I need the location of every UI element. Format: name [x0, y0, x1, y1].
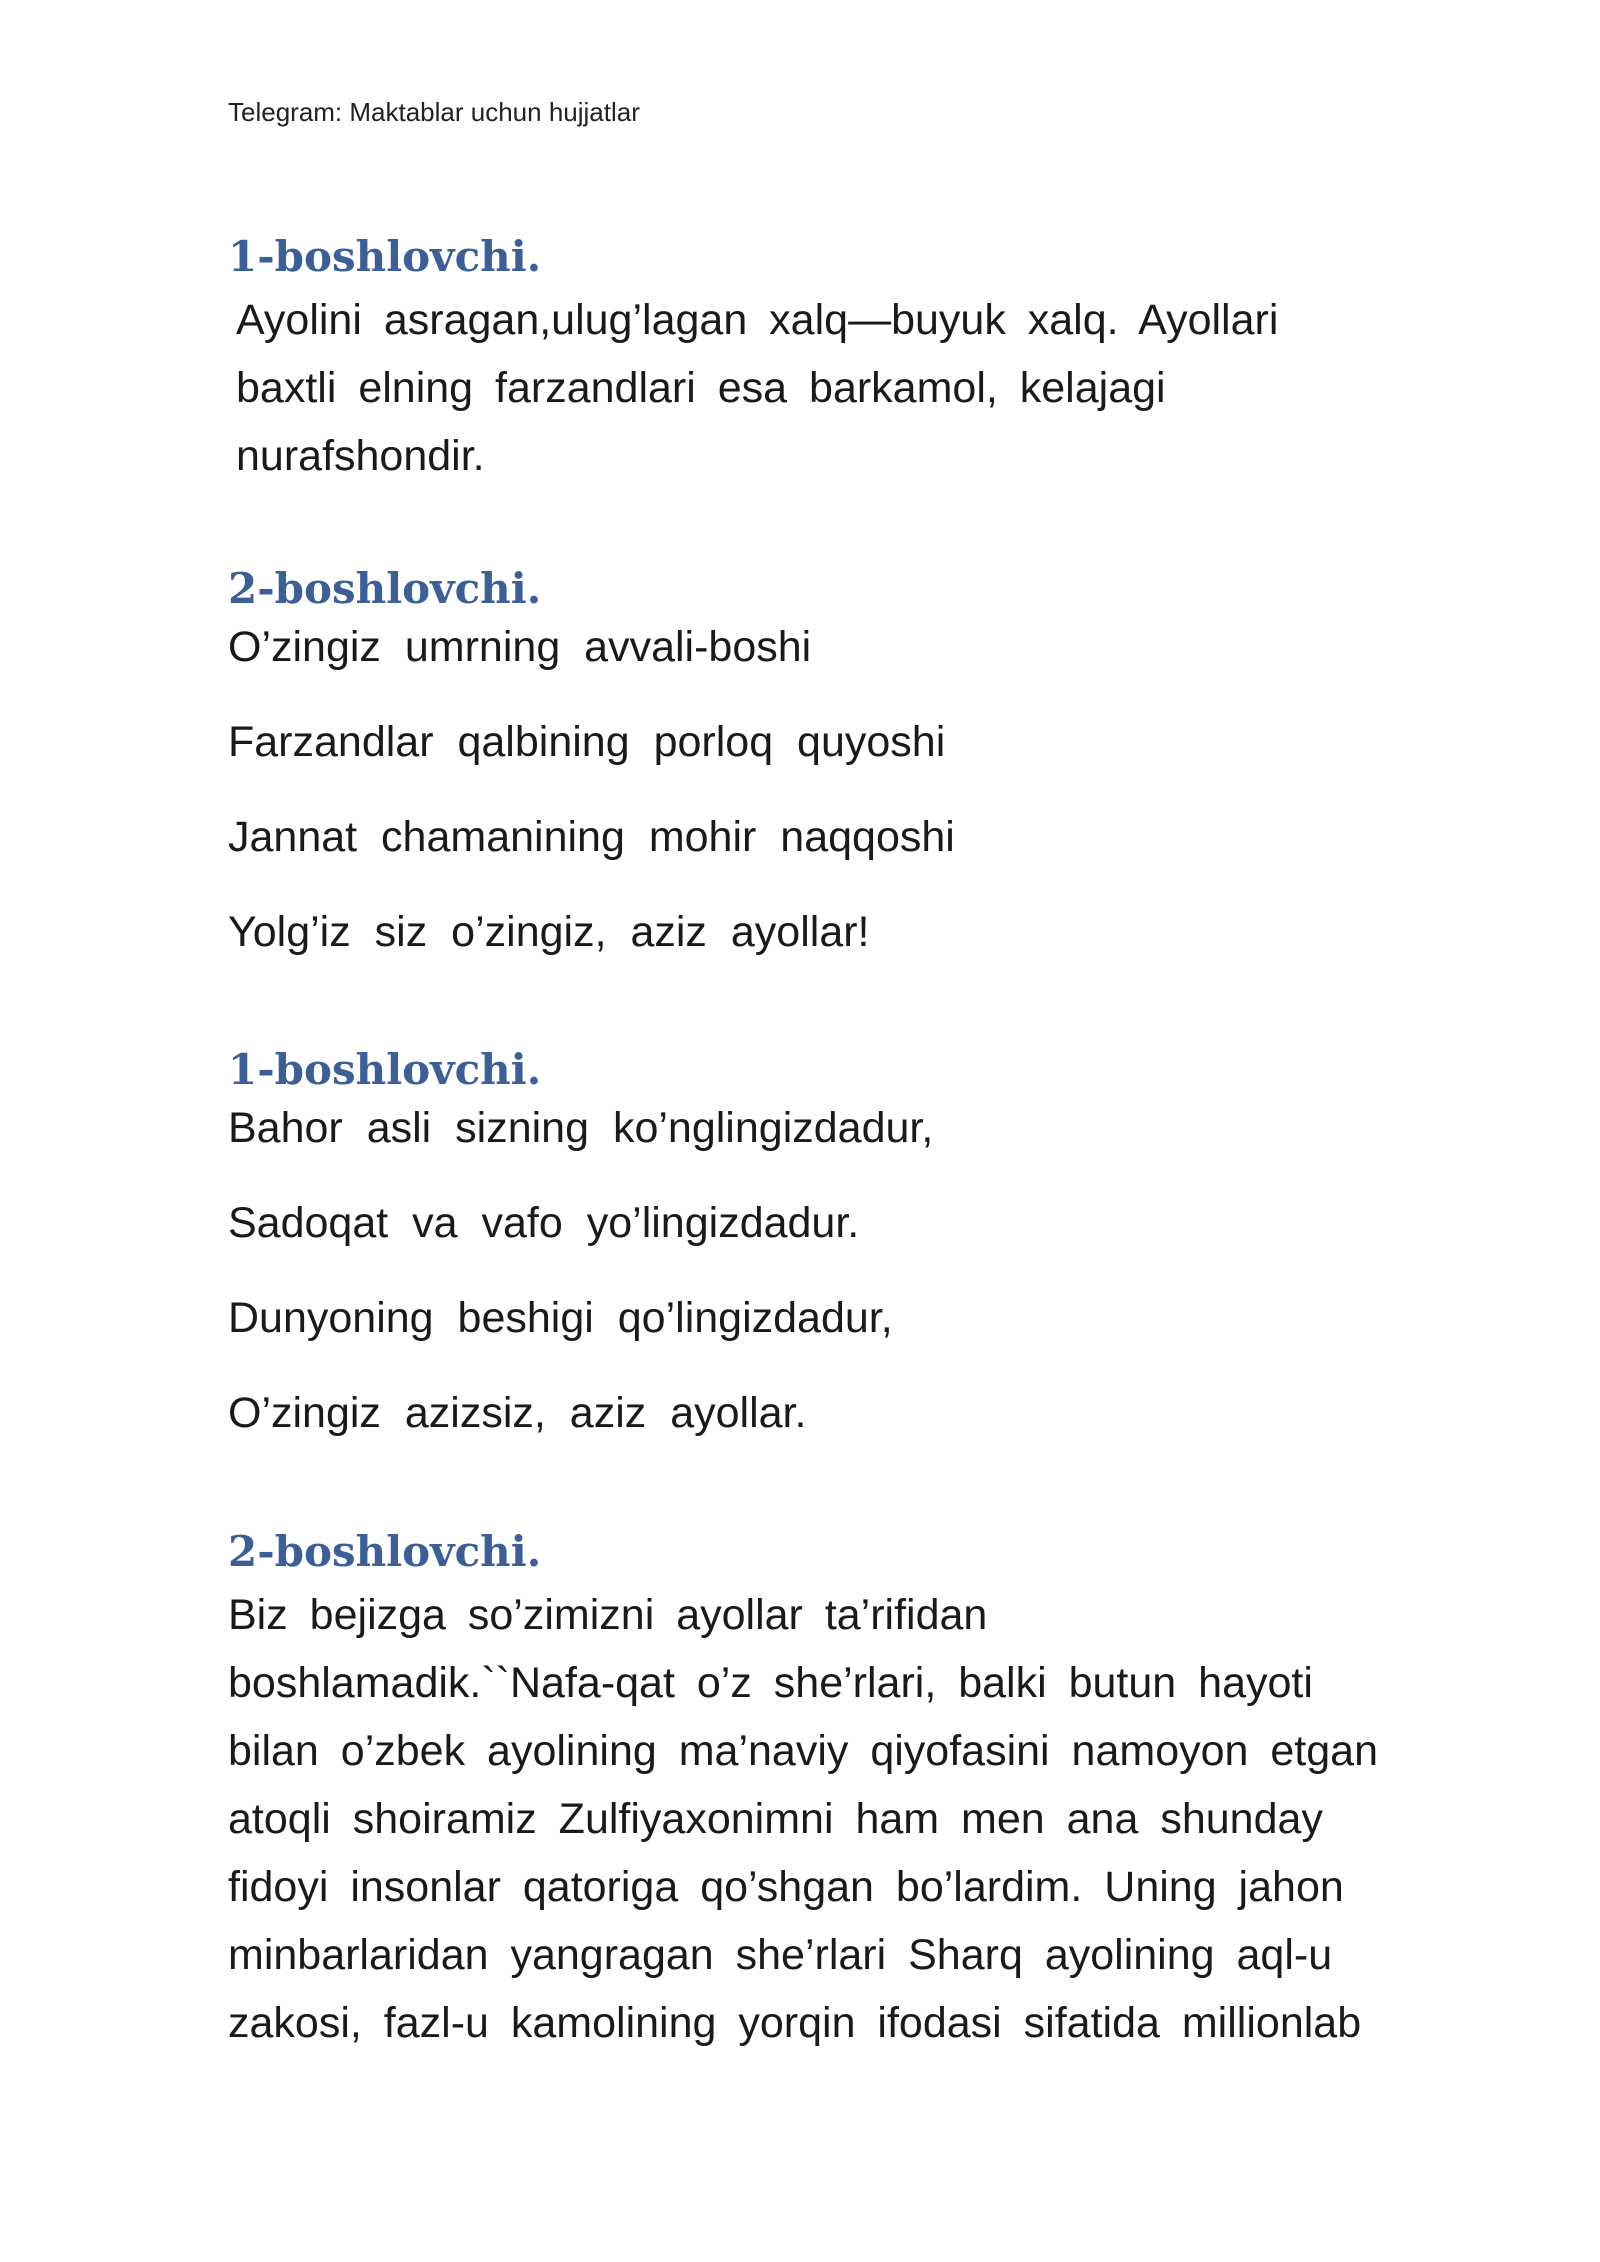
paragraph-line: Biz bejizga so’zimizni ayollar ta’rifidan: [228, 1591, 988, 1639]
section-1: [228, 228, 1488, 490]
speaker-label: 1-boshlovchi.: [228, 1045, 542, 1094]
header-note: Telegram: Maktablar uchun hujjatlar: [228, 97, 640, 127]
verse-line: Jannat chamanining mohir naqqoshi: [228, 813, 955, 861]
paragraph-line: atoqli shoiramiz Zulfiyaxonimni ham men ana shunday: [228, 1795, 1323, 1843]
verse-line: O’zingiz azizsiz, aziz ayollar.: [228, 1389, 807, 1437]
verse-line: Bahor asli sizning ko’nglingizdadur,: [228, 1104, 934, 1152]
section-paragraph: Ayolini asragan,ulug’lagan xalq—buyuk xalq. Ayollari baxtli elning farzandlari esa barkamol, kelajagi nurafshondir.: [236, 296, 1279, 480]
section-4: [228, 1523, 1488, 2057]
paragraph-line: bilan o’zbek ayolining ma’naviy qiyofasini namoyon etgan: [228, 1727, 1378, 1775]
verse-line: Dunyoning beshigi qo’lingizdadur,: [228, 1294, 893, 1342]
verse-line: O’zingiz umrning avvali-boshi: [228, 623, 812, 671]
paragraph-line: fidoyi insonlar qatoriga qo’shgan bo’lardim. Uning jahon: [228, 1863, 1344, 1911]
paragraph-line: zakosi, fazl-u kamolining yorqin ifodasi sifatida millionlab: [228, 1999, 1362, 2047]
verse: [228, 618, 1488, 961]
paragraph-line: boshlamadik.``Nafa-qat o’z she’rlari, balki butun hayoti: [228, 1659, 1313, 1707]
speaker-label: 2-boshlovchi.: [228, 1527, 542, 1576]
section-paragraph: [228, 1581, 1488, 2057]
section-3: [228, 1041, 1488, 1442]
verse-line: Farzandlar qalbining porloq quyoshi: [228, 718, 946, 766]
verse-line: Sadoqat va vafo yo’lingizdadur.: [228, 1199, 860, 1247]
paragraph-line: minbarlaridan yangragan she’rlari Sharq ayolining aql-u: [228, 1931, 1333, 1979]
verse: [228, 1099, 1488, 1442]
verse-line: Yolg’iz siz o’zingiz, aziz ayollar!: [228, 908, 870, 956]
speaker-label: 1-boshlovchi.: [228, 232, 542, 281]
section-2: [228, 560, 1488, 961]
speaker-label: 2-boshlovchi.: [228, 564, 542, 613]
